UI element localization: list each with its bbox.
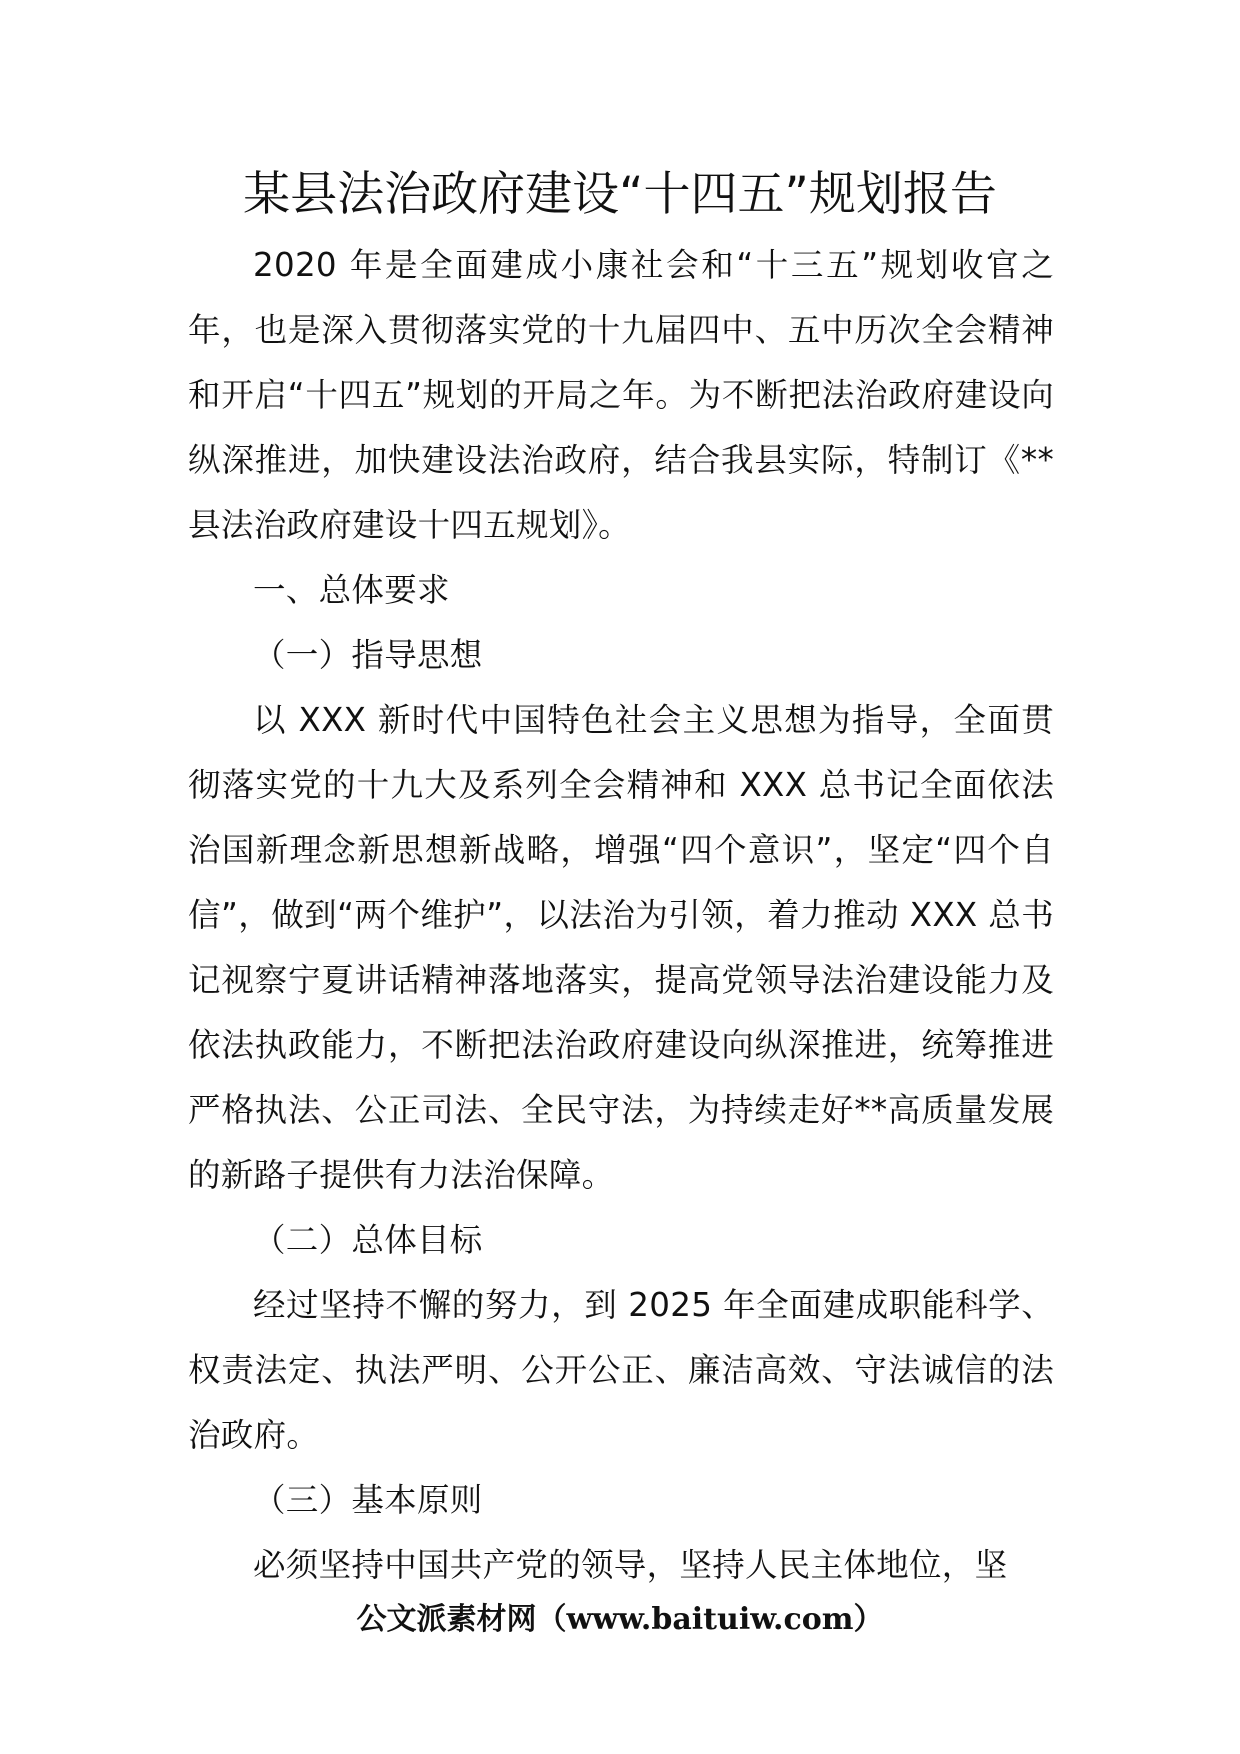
basic-principles-paragraph: 必须坚持中国共产党的领导，坚持人民主体地位，坚 (253, 1546, 1008, 1584)
intro-paragraph: 2020 年是全面建成小康社会和“十三五”规划收官之年，也是深入贯彻落实党的十九届四中、五中历次全会精神和开启“十四五”规划的开局之年。为不断把法治政府建设向纵深推进，加快建设法治政府，结合我县实际，特制订《**县法治政府建设十四五规划》。 (188, 246, 1054, 544)
guiding-ideology-paragraph: 以 XXX 新时代中国特色社会主义思想为指导，全面贯彻落实党的十九大及系列全会精神和 XXX 总书记全面依法治国新理念新思想新战略，增强“四个意识”，坚定“四个自信”，做到“两个维护”，以法治为引领，着力推动 XXX 总书记视察宁夏讲话精神落地落实，提高党领导法治建设能力及依法执政能力，不断把法治政府建设向纵深推进，统筹推进严格执法、公正司法、全民守法，为持续走好**高质量发展的新路子提供有力法治保障。 (188, 701, 1054, 1194)
subheading-basic-principles: （三）基本原则 (253, 1481, 483, 1519)
document-title: 某县法治政府建设“十四五”规划报告 (243, 167, 997, 222)
section-heading-general-requirements: 一、总体要求 (253, 571, 450, 609)
subheading-overall-goal: （二）总体目标 (253, 1221, 483, 1259)
footer-watermark: 公文派素材网（www.baituiw.com） (356, 1602, 884, 1637)
document-body (188, 233, 1054, 1598)
subheading-guiding-ideology: （一）指导思想 (253, 636, 483, 674)
overall-goal-paragraph: 经过坚持不懈的努力，到 2025 年全面建成职能科学、权责法定、执法严明、公开公正、廉洁高效、守法诚信的法治政府。 (188, 1286, 1054, 1454)
